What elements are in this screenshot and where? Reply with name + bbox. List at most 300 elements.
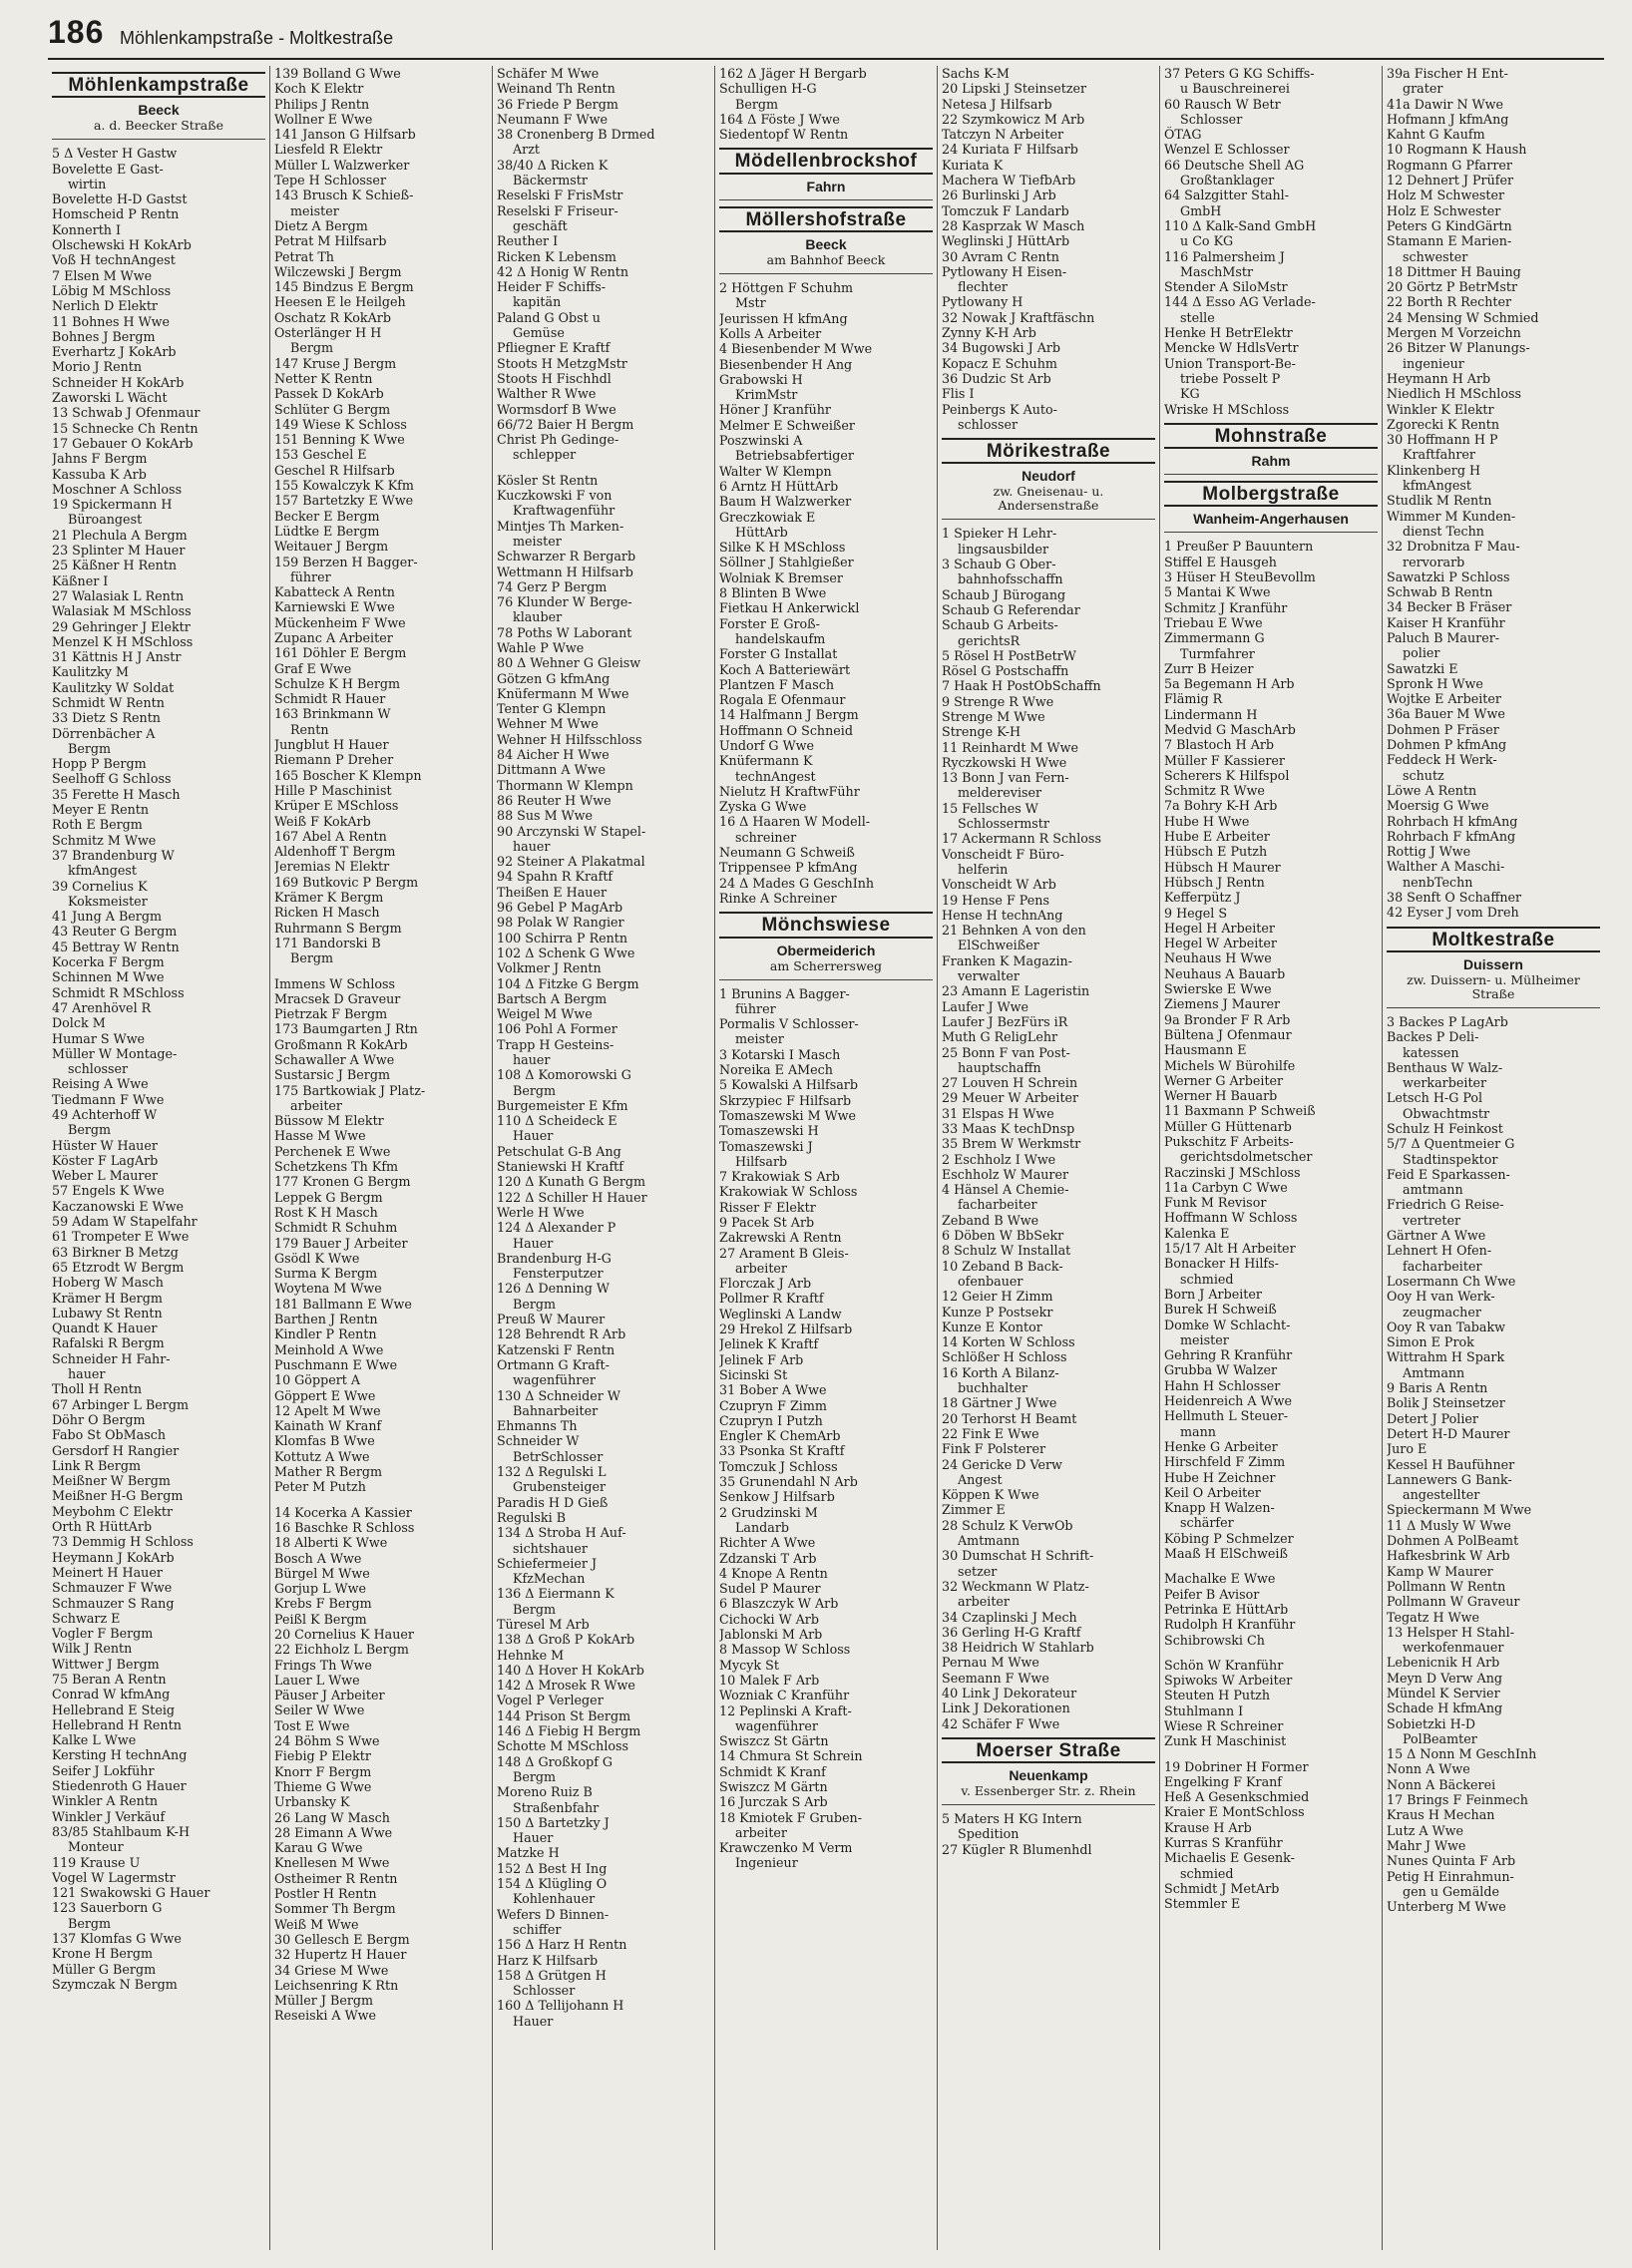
directory-entry: 23 Amann E Lageristin xyxy=(942,983,1090,999)
directory-entry: 165 Boscher K Klempn xyxy=(274,767,422,783)
directory-entry: Bahnarbeiter xyxy=(513,1402,599,1418)
directory-entry: Kaulitzky M xyxy=(52,664,129,680)
directory-entry: Wiese R Schreiner xyxy=(1164,1717,1284,1733)
directory-entry: 64 Salzgitter Stahl- xyxy=(1164,188,1290,203)
directory-entry: 14 Chmura St Schrein xyxy=(719,1748,863,1764)
directory-entry: 157 Bartetzky E Wwe xyxy=(274,493,414,509)
directory-entry: Bolik J Steinsetzer xyxy=(1387,1395,1505,1411)
directory-entry: Tatczyn N Arbeiter xyxy=(942,127,1064,143)
directory-entry: 14 Kocerka A Kassier xyxy=(274,1504,412,1520)
directory-entry: Schetzkens Th Kfm xyxy=(274,1159,399,1175)
directory-entry: Biesenbender H Ang xyxy=(719,356,853,372)
directory-entry: Hauer xyxy=(513,1830,554,1846)
directory-entry: Kunze P Postsekr xyxy=(942,1304,1053,1320)
directory-entry: Kraus H Mechan xyxy=(1387,1807,1495,1823)
district-name: Neuenkamp xyxy=(1009,1767,1088,1784)
directory-entry: 45 Bettray W Rentn xyxy=(52,939,180,954)
directory-entry: Winkler K Elektr xyxy=(1387,401,1494,417)
directory-entry: wirtin xyxy=(68,176,107,191)
directory-entry: Spedition xyxy=(958,1826,1020,1842)
directory-entry: 1 Brunins A Bagger- xyxy=(719,985,850,1001)
directory-entry: Stadtinspektor xyxy=(1403,1151,1498,1167)
directory-entry: Jungblut H Hauer xyxy=(274,737,389,753)
directory-entry: 5 Maters H KG Intern xyxy=(942,1811,1082,1827)
directory-entry: Czupryn F Zimm xyxy=(719,1397,827,1413)
directory-entry: 8 Schulz W Installat xyxy=(942,1243,1071,1259)
directory-entry: Schön W Kranführ xyxy=(1164,1657,1284,1673)
directory-entry: 38 Cronenberg B Drmed xyxy=(497,127,655,143)
directory-entry: Barthen J Rentn xyxy=(274,1312,378,1327)
directory-entry: Kaczanowski E Wwe xyxy=(52,1198,185,1214)
directory-entry: 6 Blaszczyk W Arb xyxy=(719,1596,839,1612)
directory-entry: 10 Göppert A xyxy=(274,1372,361,1388)
directory-entry: Karau G Wwe xyxy=(274,1840,363,1856)
column-7 xyxy=(1382,66,1604,2250)
directory-entry: Zimmermann G xyxy=(1164,630,1265,646)
directory-entry: Spieckermann M Wwe xyxy=(1387,1502,1532,1518)
directory-entry: schlosser xyxy=(958,416,1019,432)
directory-entry: Heidenreich A Wwe xyxy=(1164,1393,1292,1409)
directory-entry: schiffer xyxy=(513,1921,562,1937)
directory-entry: Schmitz J Kranführ xyxy=(1164,599,1288,615)
directory-entry: Lebenicnik H Arb xyxy=(1387,1655,1500,1671)
directory-entry: Schulze K H Bergm xyxy=(274,675,401,691)
directory-entry: 9 Hegel S xyxy=(1164,905,1228,921)
directory-entry: Schwarzer R Bergarb xyxy=(497,549,636,565)
directory-entry: Jelinek K Kraftf xyxy=(719,1336,819,1352)
directory-entry: Dohmen P Fräser xyxy=(1387,721,1499,737)
directory-entry: 5 Δ Vester H Gastw xyxy=(52,146,178,162)
directory-entry: Schmauzer F Wwe xyxy=(52,1580,173,1596)
directory-entry: zeugmacher xyxy=(1403,1304,1481,1320)
directory-entry: Rentn xyxy=(290,721,329,737)
directory-entry: Hube E Arbeiter xyxy=(1164,829,1270,845)
directory-entry: Bosch A Wwe xyxy=(274,1550,362,1566)
directory-entry: Müller G Bergm xyxy=(52,1961,157,1977)
directory-entry: Peißl K Bergm xyxy=(274,1611,367,1627)
street-heading: Mönchswiese xyxy=(719,912,933,938)
directory-entry: Mergen M Vorzeichn xyxy=(1387,325,1521,341)
directory-entry: Szymczak N Bergm xyxy=(52,1976,178,1992)
directory-entry: Schwab B Rentn xyxy=(1387,584,1493,600)
directory-entry: Petrat Th xyxy=(274,248,334,264)
directory-entry: Zeband B Wwe xyxy=(942,1212,1039,1228)
directory-entry: Dohmen P kfmAng xyxy=(1387,737,1507,753)
directory-entry: Nunes Quinta F Arb xyxy=(1387,1853,1516,1869)
directory-entry: Riemann P Dreher xyxy=(274,752,394,768)
directory-entry: 16 Baschke R Schloss xyxy=(274,1519,415,1535)
directory-entry: Vonscheidt W Arb xyxy=(942,877,1056,893)
directory-entry: Wilk J Rentn xyxy=(52,1641,133,1657)
directory-entry: GmbH xyxy=(1180,202,1222,218)
directory-entry: Großmann R KokArb xyxy=(274,1036,408,1052)
directory-entry: Flis I xyxy=(942,386,975,402)
directory-entry: Tepe H Schlosser xyxy=(274,173,387,189)
directory-entry: Walther A Maschi- xyxy=(1387,859,1505,875)
directory-entry: Meißner H-G Bergm xyxy=(52,1488,184,1504)
directory-entry: Hüster W Hauer xyxy=(52,1137,158,1153)
directory-entry: 108 Δ Komorowski G xyxy=(497,1067,631,1083)
directory-entry: Turmfahrer xyxy=(1180,645,1255,661)
directory-entry: wagenführer xyxy=(513,1372,596,1388)
directory-entry: Zimmer E xyxy=(942,1502,1006,1518)
directory-entry: 33 Psonka St Kraftf xyxy=(719,1443,845,1459)
directory-entry: Eschholz W Maurer xyxy=(942,1166,1069,1182)
directory-entry: Hirschfeld F Zimm xyxy=(1164,1454,1286,1470)
directory-entry: Schneider H KokArb xyxy=(52,374,185,390)
directory-entry: Kraftfahrer xyxy=(1403,447,1475,463)
directory-entry: handelskaufm xyxy=(735,630,826,646)
directory-entry: 10 Rogmann K Haush xyxy=(1387,142,1527,158)
directory-entry: 4 Biesenbender M Wwe xyxy=(719,341,873,357)
directory-entry: Domke W Schlacht- xyxy=(1164,1317,1291,1332)
directory-entry: 15/17 Alt H Arbeiter xyxy=(1164,1241,1296,1257)
directory-entry: 9 Pacek St Arb xyxy=(719,1215,815,1230)
directory-entry: Bergm xyxy=(735,96,779,112)
directory-entry: Union Transport-Be- xyxy=(1164,355,1296,371)
directory-entry: Urbansky K xyxy=(274,1794,350,1810)
directory-entry: Lüdtke E Bergm xyxy=(274,523,380,539)
directory-entry: schwester xyxy=(1403,248,1468,264)
directory-entry: Lannewers G Bank- xyxy=(1387,1471,1512,1487)
directory-entry: Nerlich D Elektr xyxy=(52,298,158,314)
directory-entry: KrimMstr xyxy=(735,387,798,403)
directory-entry: Grabowski H xyxy=(719,371,803,387)
street-heading: Moerser Straße xyxy=(942,1737,1155,1763)
directory-entry: Scherers K Hilfspol xyxy=(1164,767,1290,783)
directory-entry: Sudel P Maurer xyxy=(719,1581,821,1597)
directory-entry: Rohrbach F kfmAng xyxy=(1387,828,1516,844)
directory-entry: schutz xyxy=(1403,767,1444,783)
directory-entry: Risser F Elektr xyxy=(719,1199,816,1215)
directory-entry: facharbeiter xyxy=(1403,1258,1482,1274)
directory-entry: 5 Mantai K Wwe xyxy=(1164,584,1271,600)
directory-entry: helferin xyxy=(958,861,1009,877)
directory-entry: 27 Arament B Gleis- xyxy=(719,1245,849,1261)
directory-entry: 11 Baxmann P Schweiß xyxy=(1164,1103,1316,1119)
directory-entry: Müller F Kassierer xyxy=(1164,752,1285,768)
directory-entry: Bergm xyxy=(513,1601,557,1617)
directory-entry: Hahn H Schlosser xyxy=(1164,1377,1281,1393)
district-note: zw. Gneisenau- u. Andersenstraße xyxy=(942,485,1155,520)
directory-entry: Petig H Einrahmun- xyxy=(1387,1868,1514,1884)
directory-entry: 106 Pohl A Former xyxy=(497,1021,617,1037)
directory-entry: Walther R Wwe xyxy=(497,386,597,402)
directory-entry: Roth E Bergm xyxy=(52,817,143,833)
directory-entry: technAngest xyxy=(735,768,816,784)
directory-entry: Göppert E Wwe xyxy=(274,1387,376,1403)
directory-entry: 38/40 Δ Ricken K xyxy=(497,157,609,173)
running-title: Möhlenkampstraße - Moltkestraße xyxy=(120,28,394,48)
directory-entry: ElSchweißer xyxy=(958,938,1039,953)
directory-entry: Schmidt J MetArb xyxy=(1164,1880,1280,1896)
directory-entry: Schaub J Bürogang xyxy=(942,586,1066,602)
directory-entry: Dittmann A Wwe xyxy=(497,762,607,778)
directory-entry: Mahr J Wwe xyxy=(1387,1837,1466,1853)
directory-entry: Nonn A Wwe xyxy=(1387,1761,1470,1777)
directory-entry: Müller W Montage- xyxy=(52,1045,178,1061)
directory-entry: Müller L Walzwerker xyxy=(274,157,410,173)
directory-entry: Großtanklager xyxy=(1180,173,1275,189)
directory-entry: 124 Δ Alexander P xyxy=(497,1220,616,1236)
directory-entry: 3 Hüser H SteuBevollm xyxy=(1164,569,1316,585)
directory-entry: Bergm xyxy=(290,950,334,966)
directory-entry: Straßenbfahr xyxy=(513,1799,600,1815)
directory-entry: 41 Jung A Bergm xyxy=(52,909,163,925)
directory-entry: 22 Szymkowicz M Arb xyxy=(942,111,1085,127)
directory-entry: 152 Δ Best H Ing xyxy=(497,1860,608,1876)
directory-entry: arbeiter xyxy=(290,1097,342,1113)
directory-entry: Köster F LagArb xyxy=(52,1152,159,1168)
directory-entry: Angest xyxy=(958,1471,1003,1487)
directory-entry: Leichsenring K Rtn xyxy=(274,1977,399,1993)
directory-entry: Schwarz E xyxy=(52,1610,121,1626)
directory-entry: Strenge M Wwe xyxy=(942,708,1045,724)
directory-entry: Vogel W Lagermstr xyxy=(52,1869,176,1885)
page-number: 186 xyxy=(48,14,105,50)
directory-entry: Jeremias N Elektr xyxy=(274,859,390,875)
directory-entry: Ehmanns Th xyxy=(497,1418,578,1434)
directory-entry: Knüfermann K xyxy=(719,753,813,769)
directory-entry: Juro E xyxy=(1387,1441,1428,1457)
directory-entry: Lutz A Wwe xyxy=(1387,1822,1464,1838)
directory-entry: Silke K H MSchloss xyxy=(719,540,846,556)
directory-entry: Seifer J Lokführ xyxy=(52,1762,155,1778)
directory-entry: 27 Kügler R Blumenhdl xyxy=(942,1841,1092,1857)
directory-entry: BetrSchlosser xyxy=(513,1448,604,1464)
directory-entry: Kraier E MontSchloss xyxy=(1164,1804,1305,1820)
directory-entry: Poszwinski A xyxy=(719,433,803,449)
directory-entry: 19 Dobriner H Former xyxy=(1164,1758,1309,1774)
directory-entry: hauptschaffn xyxy=(958,1059,1041,1075)
directory-entry: Müller G Hüttenarb xyxy=(1164,1118,1292,1134)
directory-entry: Hellebrand E Steig xyxy=(52,1701,176,1717)
street-heading: Moltkestraße xyxy=(1387,927,1600,952)
directory-entry: Volkmer J Rentn xyxy=(497,960,602,976)
directory-entry: Homscheid P Rentn xyxy=(52,206,180,222)
directory-entry: arbeiter xyxy=(958,1594,1010,1610)
directory-entry: Cichocki W Arb xyxy=(719,1611,819,1627)
directory-entry: Schmidt W Rentn xyxy=(52,694,165,710)
directory-entry: 7 Krakowiak S Arb xyxy=(719,1169,840,1185)
directory-entry: 24 Δ Mades G GeschInh xyxy=(719,875,875,891)
directory-entry: Matzke H xyxy=(497,1845,560,1861)
directory-entry: 1 Preußer P Bauuntern xyxy=(1164,539,1314,555)
directory-entry: 26 Bitzer W Planungs- xyxy=(1387,340,1530,356)
directory-entry: Rottig J Wwe xyxy=(1387,844,1471,860)
directory-entry: 163 Brinkmann W xyxy=(274,706,391,722)
column-2 xyxy=(269,66,492,2250)
directory-entry: 75 Beran A Rentn xyxy=(52,1671,167,1687)
directory-entry: meister xyxy=(290,202,339,218)
directory-entry: Schneider W xyxy=(497,1433,580,1449)
directory-entry: Hegel W Arbeiter xyxy=(1164,936,1277,951)
directory-entry: Morio J Rentn xyxy=(52,359,143,375)
directory-entry: Hense H technAng xyxy=(942,907,1063,923)
directory-entry: 16 Δ Haaren W Modell- xyxy=(719,814,871,830)
directory-entry: Hube H Wwe xyxy=(1164,813,1250,829)
directory-entry: Nonn A Bäckerei xyxy=(1387,1776,1496,1792)
directory-entry: Schiefermeier J xyxy=(497,1555,598,1571)
directory-entry: Maaß H ElSchweiß xyxy=(1164,1546,1288,1562)
directory-entry: Kefferpütz J xyxy=(1164,890,1241,906)
directory-entry: Werner G Arbeiter xyxy=(1164,1072,1284,1088)
directory-entry: 38 Senft O Schaffner xyxy=(1387,890,1522,906)
directory-entry: Heider F Schiffs- xyxy=(497,279,607,295)
directory-entry: 5 Kowalski A Hilfsarb xyxy=(719,1077,858,1093)
directory-entry: Heymann J KokArb xyxy=(52,1549,175,1565)
directory-entry: Kaiser H Kranführ xyxy=(1387,614,1505,630)
directory-entry: 119 Krause U xyxy=(52,1854,141,1870)
directory-entry: 36a Bauer M Wwe xyxy=(1387,706,1505,722)
directory-entry: 104 Δ Fitzke G Bergm xyxy=(497,975,639,991)
directory-entry: schreiner xyxy=(735,829,797,845)
directory-entry: 142 Δ Mrosek R Wwe xyxy=(497,1678,635,1694)
directory-entry: 7 Blastoch H Arb xyxy=(1164,737,1275,753)
directory-entry: Zgorecki K Rentn xyxy=(1387,416,1500,432)
district-name: Neudorf xyxy=(1021,468,1075,485)
directory-entry: 177 Kronen G Bergm xyxy=(274,1174,411,1190)
directory-entry: Sicinski St xyxy=(719,1366,788,1382)
directory-entry: klauber xyxy=(513,609,563,625)
district-name: Fahrn xyxy=(719,179,933,200)
directory-entry: Söllner J Stahlgießer xyxy=(719,555,854,570)
directory-entry: Michels W Bürohilfe xyxy=(1164,1057,1296,1073)
directory-entry: 6 Arntz H HüttArb xyxy=(719,478,839,494)
directory-entry: 19 Hense F Pens xyxy=(942,892,1049,908)
directory-entry: Krämer H Bergm xyxy=(52,1290,163,1306)
directory-entry: Orth R HüttArb xyxy=(52,1519,153,1535)
directory-entry: 10 Malek F Arb xyxy=(719,1672,820,1688)
directory-entry: Köppen K Wwe xyxy=(942,1487,1039,1503)
directory-entry: Unterberg M Wwe xyxy=(1387,1899,1506,1915)
directory-entry: 20 Lipski J Steinsetzer xyxy=(942,81,1087,97)
directory-entry: 25 Bonn F van Post- xyxy=(942,1044,1070,1060)
directory-entry: Engler K ChemArb xyxy=(719,1428,841,1444)
directory-entry: Gehring R Kranführ xyxy=(1164,1347,1293,1363)
directory-entry: 159 Berzen H Bagger- xyxy=(274,554,418,569)
directory-entry: Regulski B xyxy=(497,1509,567,1525)
directory-entry: 88 Sus M Wwe xyxy=(497,808,594,824)
directory-entry: Krebs F Bergm xyxy=(274,1596,372,1612)
directory-entry: 116 Palmersheim J xyxy=(1164,248,1285,264)
directory-entry: 11 Reinhardt M Wwe xyxy=(942,739,1078,755)
directory-entry: Reselski F Friseur- xyxy=(497,202,618,218)
directory-entry: Weiß F KokArb xyxy=(274,813,371,829)
directory-entry: 3 Backes P LagArb xyxy=(1387,1013,1508,1029)
directory-entry: Holz M Schwester xyxy=(1387,188,1505,203)
directory-entry: Engelking F Kranf xyxy=(1164,1773,1283,1789)
directory-entry: Senkow J Hilfsarb xyxy=(719,1489,835,1505)
column-5 xyxy=(937,66,1159,2250)
district-name: Beeck xyxy=(138,102,180,119)
directory-entry: Wojtke E Arbeiter xyxy=(1387,691,1501,707)
directory-entry: Kottutz A Wwe xyxy=(274,1448,370,1464)
directory-entry: 33 Maas K techDnsp xyxy=(942,1121,1075,1136)
directory-entry: 74 Gerz P Bergm xyxy=(497,578,608,594)
directory-entry: Fietkau H Ankerwickl xyxy=(719,600,860,616)
directory-entry: Keil O Arbeiter xyxy=(1164,1484,1261,1500)
directory-entry: Jahns F Bergm xyxy=(52,451,148,467)
directory-entry: Moersig G Wwe xyxy=(1387,798,1489,814)
directory-entry: Forster E Groß- xyxy=(719,615,820,631)
directory-entry: Schlosser xyxy=(513,1983,576,1999)
directory-entry: Kabatteck A Rentn xyxy=(274,584,395,600)
directory-entry: ÖTAG xyxy=(1164,127,1202,143)
directory-entry: 37 Brandenburg W xyxy=(52,847,175,863)
directory-entry: 17 Brings F Feinmech xyxy=(1387,1792,1528,1808)
directory-entry: Ruhrmann S Bergm xyxy=(274,920,402,936)
directory-entry: 11 Δ Musly W Wwe xyxy=(1387,1517,1511,1533)
directory-entry: 2 Eschholz I Wwe xyxy=(942,1151,1056,1167)
directory-entry: 121 Swakowski G Hauer xyxy=(52,1885,210,1901)
directory-entry: Sawatzki P Schloss xyxy=(1387,568,1510,584)
directory-entry: Landarb xyxy=(735,1519,790,1535)
directory-entry: 65 Etzrodt W Bergm xyxy=(52,1259,185,1275)
directory-entry: 61 Trompeter E Wwe xyxy=(52,1229,190,1245)
directory-entry: Meyer E Rentn xyxy=(52,802,150,818)
directory-entry: Schäfer M Wwe xyxy=(497,66,600,81)
directory-entry: Jelinek F Arb xyxy=(719,1351,804,1367)
directory-entry: Bovelette H-D Gastst xyxy=(52,191,188,207)
directory-entry: Forster G Installat xyxy=(719,646,838,662)
directory-entry: Konnerth I xyxy=(52,221,122,237)
directory-entry: Hellmuth L Steuer- xyxy=(1164,1408,1288,1424)
directory-entry: Laufer J BezFürs iR xyxy=(942,1013,1068,1029)
directory-entry: Frings Th Wwe xyxy=(274,1657,372,1673)
directory-entry: Gorjup L Wwe xyxy=(274,1581,366,1597)
directory-entry: Gemüse xyxy=(513,325,565,341)
directory-entry: Ricken K Lebensm xyxy=(497,248,616,264)
directory-entry: 24 Gericke D Verw xyxy=(942,1456,1062,1472)
directory-entry: KfzMechan xyxy=(513,1571,586,1587)
directory-entry: Bergm xyxy=(68,1122,112,1138)
directory-entry: Weiß M Wwe xyxy=(274,1916,359,1932)
directory-entry: Zupanc A Arbeiter xyxy=(274,629,393,645)
directory-entry: ofenbauer xyxy=(958,1273,1023,1289)
directory-entry: 21 Behnken A von den xyxy=(942,923,1086,939)
directory-entry: Hauer xyxy=(513,1128,554,1144)
directory-entry: Kersting H technAng xyxy=(52,1747,188,1763)
directory-entry: 35 Grunendahl N Arb xyxy=(719,1474,858,1490)
directory-entry: 39 Cornelius K xyxy=(52,878,148,894)
directory-entry: Sustarsic J Bergm xyxy=(274,1067,390,1083)
directory-entry: HüttArb xyxy=(735,524,788,540)
directory-entry: Link J Dekorationen xyxy=(942,1701,1070,1716)
directory-entry: Reselski F FrisMstr xyxy=(497,188,623,203)
directory-entry: 84 Aicher H Wwe xyxy=(497,747,610,763)
directory-entry: hauer xyxy=(68,1366,106,1382)
directory-entry: Noreika E AMech xyxy=(719,1062,833,1078)
directory-entry: Osterlänger H H xyxy=(274,325,382,341)
directory-entry: bahnhofsschaffn xyxy=(958,571,1063,587)
directory-entry: Sawatzki E xyxy=(1387,660,1458,676)
directory-entry: Melmer E Schweißer xyxy=(719,417,855,433)
directory-entry: Hille P Maschinist xyxy=(274,782,392,798)
directory-entry: Fink F Polsterer xyxy=(942,1441,1046,1457)
district-name: Obermeiderich xyxy=(776,942,876,958)
directory-entry: nenbTechn xyxy=(1403,874,1473,890)
directory-entry: 36 Dudzic St Arb xyxy=(942,370,1051,386)
directory-entry: 110 Δ Scheideck E xyxy=(497,1113,617,1129)
directory-entry: Everhartz J KokArb xyxy=(52,344,177,360)
directory-entry: Schaub G Arbeits- xyxy=(942,617,1058,633)
district-note: am Scherrersweg xyxy=(719,959,933,980)
directory-entry: 162 Δ Jäger H Bergarb xyxy=(719,66,867,81)
directory-entry: Schawaller A Wwe xyxy=(274,1052,395,1067)
directory-entry: 141 Janson G Hilfsarb xyxy=(274,127,416,143)
directory-entry: Wittwer J Bergm xyxy=(52,1656,160,1672)
